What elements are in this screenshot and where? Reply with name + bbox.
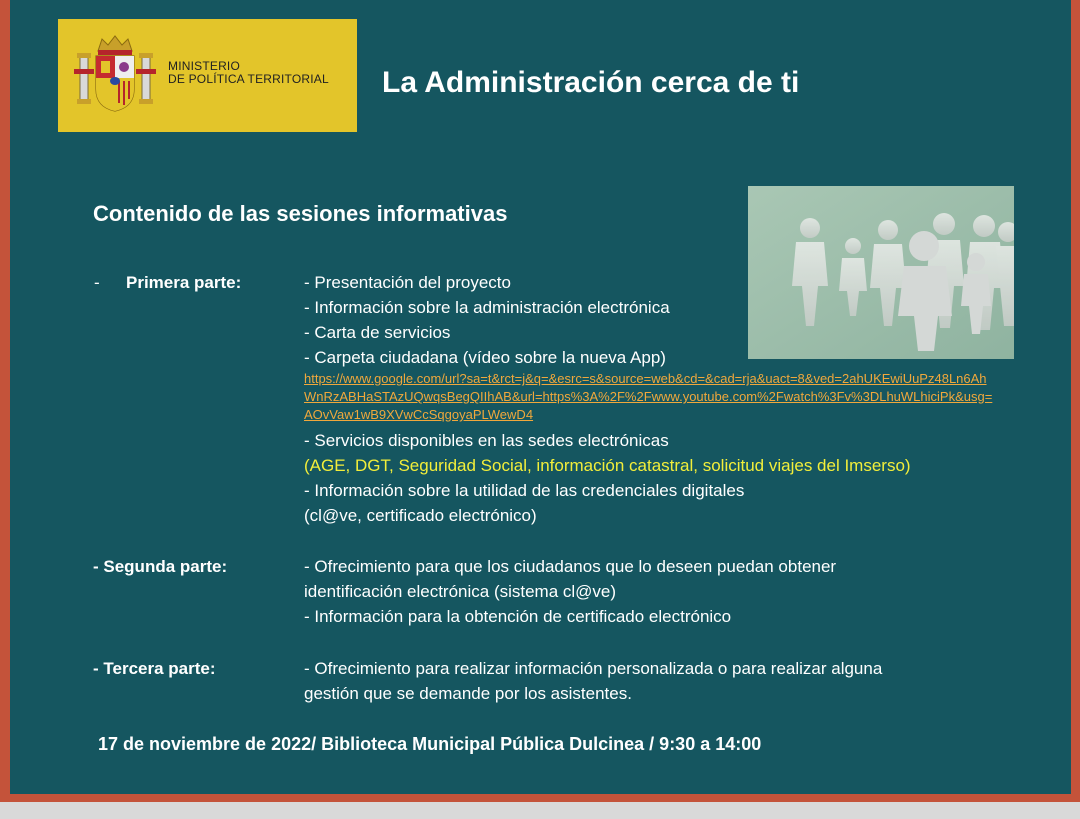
servicios-detail: (AGE, DGT, Seguridad Social, información catastral, solicitud viajes del Imserso): [304, 456, 911, 475]
video-link[interactable]: https://www.google.com/url?sa=t&rct=j&q=&esrc=s&source=web&cd=&cad=rja&uact=8&ved=2ahUKEwiUuPz48Ln6AhWnRzABHaSTAzUQwqsBegQIIhAB&url=https%3A%2F%2Fwww.youtube.com%2Fwatch%3Fv%3DLhuWLhiciPk&usg=AOvVaw1wB9XVwCcSqgoyaPLWewD4: [304, 371, 993, 422]
segunda-label: - Segunda parte:: [93, 557, 228, 576]
ministry-line-2: DE POLÍTICA TERRITORIAL: [168, 72, 329, 86]
primera-item: - Carpeta ciudadana (vídeo sobre la nueva App): [304, 348, 666, 367]
tercera-label: - Tercera parte:: [93, 659, 216, 678]
segunda-line: - Información para la obtención de certificado electrónico: [304, 607, 732, 626]
primera-bullet: -: [94, 273, 100, 292]
credenciales-line: - Información sobre la utilidad de las credenciales digitales: [304, 481, 745, 500]
tercera-line: gestión que se demande por los asistentes.: [304, 684, 632, 703]
spain-coat-of-arms-icon: [74, 33, 156, 115]
primera-item: - Información sobre la administración electrónica: [304, 298, 670, 317]
segunda-line: - Ofrecimiento para que los ciudadanos que lo deseen puedan obtener: [304, 557, 837, 576]
primera-item: - Carta de servicios: [304, 323, 451, 342]
primera-item: - Presentación del proyecto: [304, 273, 511, 292]
primera-label: Primera parte:: [126, 273, 242, 292]
servicios-line: - Servicios disponibles en las sedes electrónicas: [304, 431, 669, 450]
section-title: Contenido de las sesiones informativas: [93, 201, 508, 226]
credenciales-detail: (cl@ve, certificado electrónico): [304, 506, 537, 525]
page-title: La Administración cerca de ti: [382, 66, 800, 99]
tercera-line: - Ofrecimiento para realizar información personalizada o para realizar alguna: [304, 659, 883, 678]
ministry-name: [168, 60, 329, 86]
segunda-line: identificación electrónica (sistema cl@ve): [304, 582, 617, 601]
event-date-location: 17 de noviembre de 2022/ Biblioteca Municipal Pública Dulcinea / 9:30 a 14:00: [98, 734, 762, 754]
people-figures-image: [748, 186, 1014, 359]
ministry-line-1: MINISTERIO: [168, 59, 241, 73]
